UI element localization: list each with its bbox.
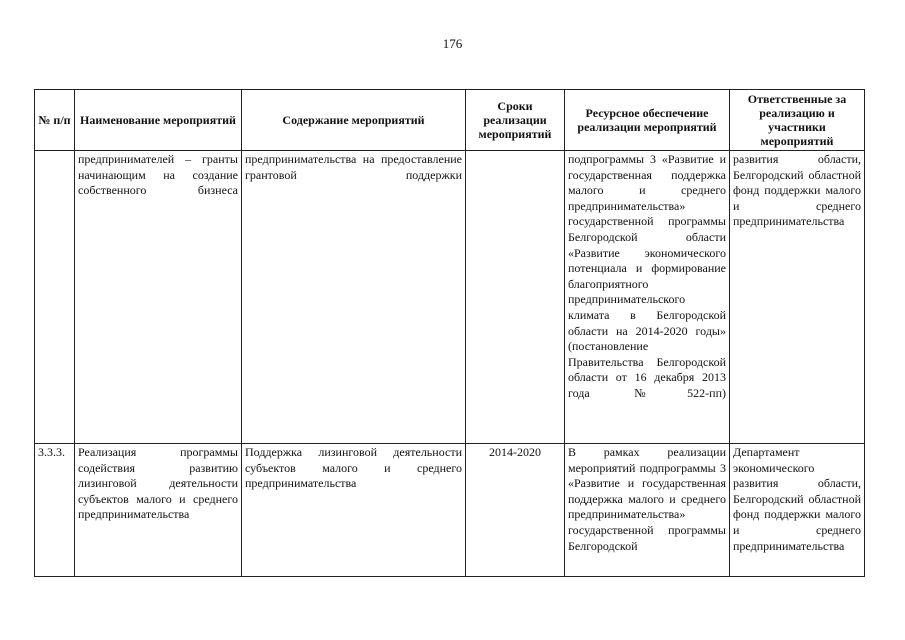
row-num: 3.3.3.: [35, 444, 75, 577]
row-responsible: развития области, Белгородский областной фонд поддержки малого и среднего предпринимательства: [730, 151, 865, 444]
row-resources: подпрограммы 3 «Развитие и государственная поддержка малого и среднего предпринимательства» государственной программы Белгородской области «Развитие экономического потенциала и формирование благоприятного предпринимательского климата в Белгородской области на 2014-2020 годы» (постановление Правительства Белгородской области от 16 декабря 2013 года №522-пп): [565, 151, 730, 444]
header-terms: Сроки реализации мероприятий: [466, 90, 565, 151]
header-name: Наименование мероприятий: [75, 90, 242, 151]
row-name: Реализация программы содействия развитию лизинговой деятельности субъектов малого и среднего предпринимательства: [75, 444, 242, 577]
header-content: Содержание мероприятий: [242, 90, 466, 151]
header-resources: Ресурсное обеспечение реализации мероприятий: [565, 90, 730, 151]
row-terms: [466, 151, 565, 444]
page-number: 176: [442, 36, 463, 51]
table-row: [35, 151, 865, 444]
row-content: Поддержка лизинговой деятельности субъектов малого и среднего предпринимательства: [242, 444, 466, 577]
row-content: предпринимательства на предоставление грантовой поддержки: [242, 151, 466, 444]
row-responsible: Департамент экономического развития области, Белгородский областной фонд поддержки малого и среднего предпринимательства: [730, 444, 865, 577]
row-terms: 2014-2020: [466, 444, 565, 577]
header-responsible: Ответственные за реализацию и участники мероприятий: [730, 90, 865, 151]
measures-table: [34, 89, 865, 577]
header-num: № п/п: [35, 90, 75, 151]
row-num: [35, 151, 75, 444]
row-name: предпринимателей – гранты начинающим на создание собственного бизнеса: [75, 151, 242, 444]
table-header-row: [35, 90, 865, 151]
row-resources: В рамках реализации мероприятий подпрограммы 3 «Развитие и государственная поддержка малого и среднего предпринимательства» государственной программы Белгородской: [565, 444, 730, 577]
table-row: [35, 444, 865, 577]
